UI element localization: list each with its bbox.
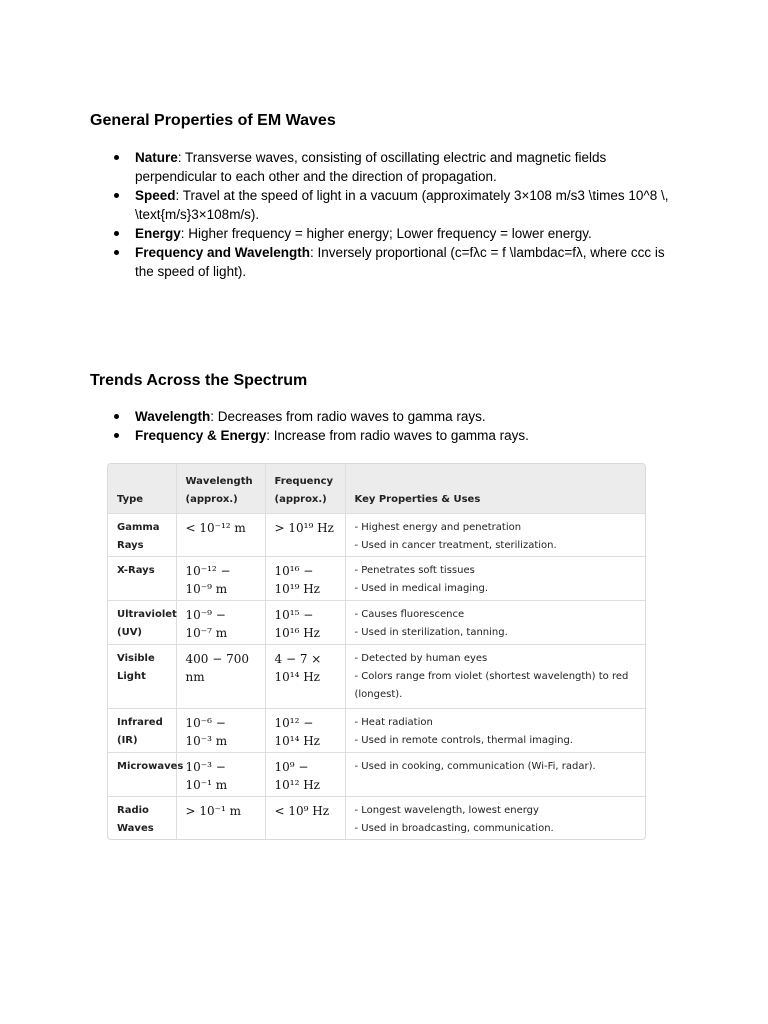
cell-properties [345,601,645,645]
bullet-text: : Higher frequency = higher energy; Lower frequency = lower energy. [180,226,592,241]
table-header-row [108,464,645,514]
property-line: - Used in remote controls, thermal imaging. [354,735,573,746]
bullet-text: : Travel at the speed of light in a vacuum (approximately 3×108 m/s3 \times 10^8 \, \text{m/s}3×108m/s). [135,188,669,222]
cell-properties [345,645,645,709]
cell-type: Gamma Rays [108,514,176,557]
table-row [108,557,645,601]
header-frequency-line2: (approx.) [274,494,327,505]
cell-frequency: 10¹² − 10¹⁴ Hz [265,709,345,753]
bullet-text: : Decreases from radio waves to gamma rays. [210,409,486,424]
header-wavelength [176,464,265,514]
property-line: - Colors range from violet (shortest wavelength) to red (longest). [354,671,629,700]
table-row [108,797,645,840]
cell-wavelength: 10⁻¹² − 10⁻⁹ m [176,557,265,601]
cell-wavelength: 10⁻⁹ − 10⁻⁷ m [176,601,265,645]
property-line: - Detected by human eyes [354,653,488,664]
property-line: - Used in medical imaging. [354,583,489,594]
table-row [108,601,645,645]
bullet-term: Frequency and Wavelength [135,245,311,260]
cell-frequency: 4 − 7 × 10¹⁴ Hz [265,645,345,709]
list-item [135,407,686,426]
cell-frequency: 10⁹ − 10¹² Hz [265,753,345,797]
cell-type: Ultraviolet (UV) [108,601,176,645]
property-line: - Highest energy and penetration [354,522,522,533]
table-row [108,709,645,753]
property-line: - Causes fluorescence [354,609,465,620]
list-item [135,426,686,445]
cell-wavelength: 10⁻³ − 10⁻¹ m [176,753,265,797]
header-frequency [265,464,345,514]
header-type: Type [108,464,176,514]
bullet-text: : Inversely proportional (c=fλc = f \lambdac=fλ, where ccc is the speed of light). [135,245,665,279]
cell-properties [345,514,645,557]
cell-frequency: < 10⁹ Hz [265,797,345,840]
list-item [135,224,686,243]
em-spectrum-table [107,463,646,840]
cell-wavelength: 400 − 700 nm [176,645,265,709]
property-line: - Heat radiation [354,717,433,728]
general-properties-list [0,148,768,281]
table-row [108,514,645,557]
property-line: - Penetrates soft tissues [354,565,475,576]
cell-type: Radio Waves [108,797,176,840]
header-wavelength-line1: Wavelength [185,476,253,487]
property-line: - Longest wavelength, lowest energy [354,805,539,816]
section-heading-general-properties: General Properties of EM Waves [90,112,336,129]
bullet-term: Energy [135,226,181,241]
cell-type: Microwaves [108,753,176,797]
bullet-term: Speed [135,188,176,203]
cell-type: X-Rays [108,557,176,601]
trends-list [0,407,768,445]
property-line: - Used in broadcasting, communication. [354,823,554,834]
bullet-term: Nature [135,150,178,165]
cell-wavelength: > 10⁻¹ m [176,797,265,840]
cell-properties [345,753,645,797]
cell-wavelength: < 10⁻¹² m [176,514,265,557]
cell-frequency: 10¹⁶ − 10¹⁹ Hz [265,557,345,601]
list-item [135,243,686,281]
table-row [108,753,645,797]
section-heading-trends: Trends Across the Spectrum [90,372,308,389]
cell-frequency: > 10¹⁹ Hz [265,514,345,557]
bullet-text: : Increase from radio waves to gamma rays. [266,428,529,443]
header-wavelength-line2: (approx.) [185,494,238,505]
bullet-text: : Transverse waves, consisting of oscillating electric and magnetic fields perpendicular to each other and the direction of propagation. [135,150,607,184]
header-properties: Key Properties & Uses [345,464,645,514]
cell-properties [345,797,645,840]
property-line: - Used in cancer treatment, sterilization. [354,540,557,551]
cell-properties [345,557,645,601]
table-row [108,645,645,709]
header-frequency-line1: Frequency [274,476,334,487]
cell-type: Infrared (IR) [108,709,176,753]
property-line: - Used in cooking, communication (Wi-Fi, radar). [354,761,596,772]
bullet-term: Frequency & Energy [135,428,267,443]
list-item [135,186,686,224]
cell-frequency: 10¹⁵ − 10¹⁶ Hz [265,601,345,645]
property-line: - Used in sterilization, tanning. [354,627,508,638]
cell-wavelength: 10⁻⁶ − 10⁻³ m [176,709,265,753]
list-item [135,148,686,186]
cell-properties [345,709,645,753]
bullet-term: Wavelength [135,409,211,424]
cell-type: Visible Light [108,645,176,709]
